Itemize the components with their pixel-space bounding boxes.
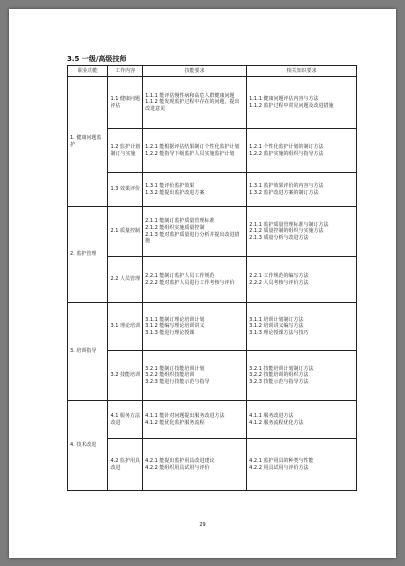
document-page xyxy=(9,9,396,558)
knowledge-item: 3.2.1 技能培训计划制订方法 xyxy=(249,365,314,372)
skill-item: 3.2.1 能制订技能培训计划 xyxy=(145,365,205,372)
work-content-cell: 4.2 监护用具改进 xyxy=(108,439,143,491)
work-content-cell: 3.2 技能培训 xyxy=(108,351,143,401)
work-content-cell: 3.1 理论培训 xyxy=(108,303,143,351)
knowledge-requirement-cell xyxy=(247,439,357,491)
knowledge-requirement-cell xyxy=(247,257,357,303)
skill-item: 3.1.1 能制订理论培训计划 xyxy=(145,316,205,323)
table-row xyxy=(68,401,357,439)
knowledge-item: 3.1.3 理论授课方法与技巧 xyxy=(249,329,309,336)
header-cell: 职业功能 xyxy=(68,66,108,77)
knowledge-requirement-cell xyxy=(247,77,357,129)
work-content-cell: 1.1 健康问题评估 xyxy=(108,77,143,129)
skill-requirement-cell xyxy=(143,439,247,491)
knowledge-requirement-cell xyxy=(247,129,357,173)
table-row xyxy=(68,173,357,207)
skill-item: 3.1.3 能进行理论授课 xyxy=(145,329,195,336)
knowledge-requirement-cell xyxy=(247,351,357,401)
skill-item: 4.2.1 能提出监护用具改进建议 xyxy=(145,457,215,464)
table-row xyxy=(68,303,357,351)
skill-requirement-cell xyxy=(143,401,247,439)
section-title: 3.5 一级/高级技师 xyxy=(67,55,127,63)
knowledge-item: 1.3.1 监护效果评价的内容与方法 xyxy=(249,182,324,189)
skill-item: 2.1.3 能对监护质量进行分析并提出改进措施 xyxy=(145,231,240,245)
skill-item: 1.1.2 能发现监护过程中存在的问题，提出改进意见 xyxy=(145,99,240,112)
knowledge-item: 2.1.2 质量控制的组织与实施方法 xyxy=(249,228,324,235)
skill-item: 4.2.2 能组织用具试用与评价 xyxy=(145,464,210,471)
table-header-row xyxy=(68,66,357,77)
work-content-cell: 4.1 服务方法改进 xyxy=(108,401,143,439)
knowledge-item: 2.1.1 监护质量管理标准与制订方法 xyxy=(249,221,329,228)
work-content-cell: 1.3 效果评价 xyxy=(108,173,143,207)
skill-requirement-cell xyxy=(143,77,247,129)
knowledge-item: 4.1.2 服务流程优化方法 xyxy=(249,419,304,426)
skill-requirement-cell xyxy=(143,303,247,351)
skill-item: 2.1.1 能制订监护质量管理标准 xyxy=(145,218,215,225)
knowledge-item: 3.2.2 技能培训的组织方法 xyxy=(249,372,309,379)
domain-cell: 4. 技术改进 xyxy=(68,401,108,491)
skill-item: 1.2.1 能根据评估结果制订个性化监护计划 xyxy=(145,143,240,150)
header-cell: 相关知识要求 xyxy=(247,66,357,77)
table-row xyxy=(68,77,357,129)
work-content-cell: 1.2 监护计划制订与实施 xyxy=(108,129,143,173)
skill-item: 3.2.2 能组织技能培训 xyxy=(145,372,195,379)
skill-requirement-cell xyxy=(143,351,247,401)
knowledge-requirement-cell xyxy=(247,173,357,207)
skill-item: 3.1.2 能编写理论培训讲义 xyxy=(145,323,205,330)
table-row xyxy=(68,129,357,173)
knowledge-item: 3.2.3 技能示范与指导方法 xyxy=(249,378,309,385)
skill-item: 2.2.1 能制订监护人员工作规范 xyxy=(145,272,215,279)
knowledge-item: 4.2.2 用具试用与评价方法 xyxy=(249,464,309,471)
knowledge-requirement-cell xyxy=(247,207,357,257)
table-row xyxy=(68,207,357,257)
domain-cell: 1. 健康问题监护 xyxy=(68,77,108,207)
knowledge-item: 1.1.2 监护过程中常见问题及改进措施 xyxy=(249,102,334,109)
header-cell: 工作内容 xyxy=(108,66,143,77)
knowledge-requirement-cell xyxy=(247,303,357,351)
knowledge-item: 1.3.2 监护改进方案的制订方法 xyxy=(249,189,319,196)
domain-cell: 3. 培训指导 xyxy=(68,303,108,401)
knowledge-item: 3.1.1 培训计划制订方法 xyxy=(249,316,304,323)
knowledge-requirement-cell xyxy=(247,401,357,439)
skill-item: 4.1.1 能针对问题提出服务改进方法 xyxy=(145,412,225,419)
skill-requirement-cell xyxy=(143,207,247,257)
knowledge-item: 1.2.1 个性化监护计划的制订方法 xyxy=(249,143,324,150)
skill-requirement-cell xyxy=(143,173,247,207)
page-number: 29 xyxy=(199,522,206,528)
knowledge-item: 3.1.2 培训讲义编写方法 xyxy=(249,323,304,330)
skill-item: 2.1.2 能组织实施质量控制 xyxy=(145,224,205,231)
skill-item: 1.3.2 能提出监护改进方案 xyxy=(145,189,205,196)
work-content-cell: 2.2 人员管理 xyxy=(108,257,143,303)
knowledge-item: 4.1.1 服务改进方法 xyxy=(249,412,294,419)
skill-item: 1.3.1 能评价监护效果 xyxy=(145,182,195,189)
skill-requirement-cell xyxy=(143,257,247,303)
skill-requirement-cell xyxy=(143,129,247,173)
knowledge-item: 2.1.3 质量分析与改进方法 xyxy=(249,234,309,241)
table-row xyxy=(68,439,357,491)
knowledge-item: 4.2.1 监护用具的种类与性能 xyxy=(249,457,314,464)
knowledge-item: 2.2.2 人员考核与评价方法 xyxy=(249,279,309,286)
skill-item: 3.2.3 能进行技能示范与指导 xyxy=(145,378,210,385)
knowledge-item: 2.2.1 工作规范的编写方法 xyxy=(249,272,309,279)
skill-item: 4.1.2 能优化监护服务流程 xyxy=(145,419,205,426)
table-row xyxy=(68,351,357,401)
knowledge-item: 1.1.1 健康问题评估内容与方法 xyxy=(249,95,319,102)
header-cell: 技能要求 xyxy=(143,66,247,77)
domain-cell: 2. 监护管理 xyxy=(68,207,108,303)
knowledge-item: 1.2.2 监护实施的组织与指导方法 xyxy=(249,150,324,157)
skill-item: 1.2.2 能指导下级监护人员实施监护计划 xyxy=(145,150,235,157)
skill-item: 2.2.2 能对监护人员进行工作考核与评价 xyxy=(145,279,235,286)
skills-table xyxy=(67,65,357,491)
table-row xyxy=(68,257,357,303)
work-content-cell: 2.1 质量控制 xyxy=(108,207,143,257)
skill-item: 1.1.1 能评估慢性病和高危人群健康问题 xyxy=(145,92,235,99)
